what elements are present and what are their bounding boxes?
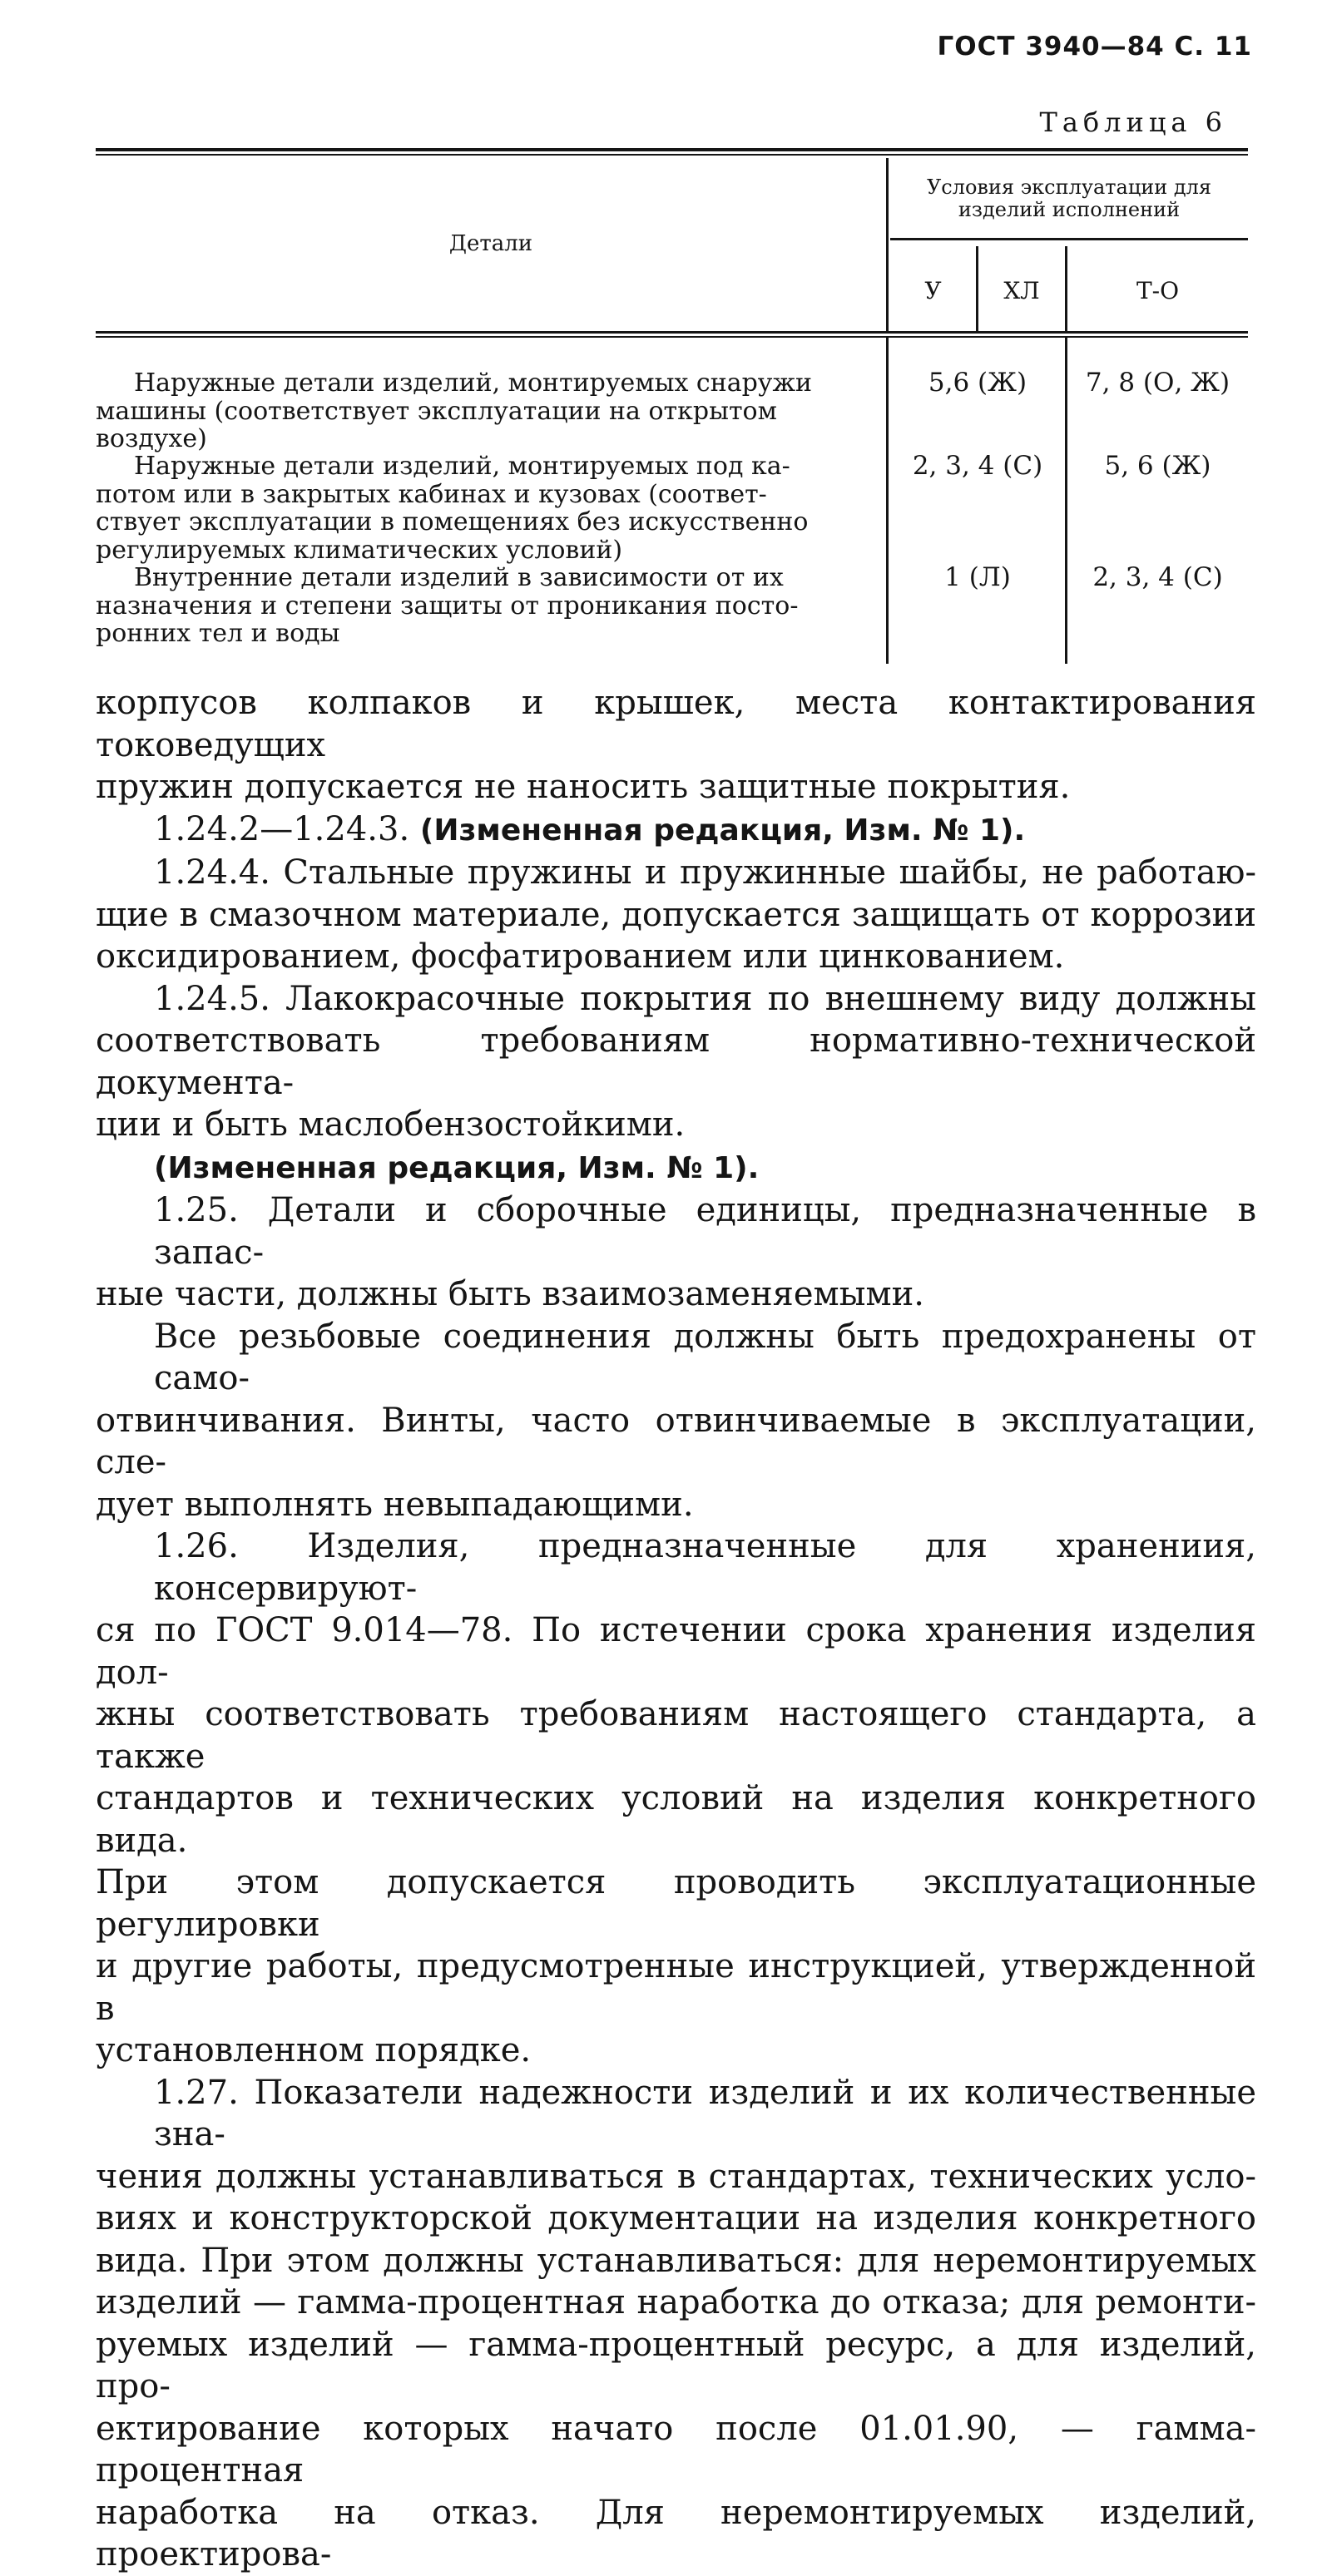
text-line: щие в смазочном материале, допускается защищать от коррозии — [96, 895, 1256, 934]
text-line: жны соответствовать требованиям настоящего стандарта, а также — [96, 1695, 1256, 1776]
table-caption: Таблица 6 — [1039, 106, 1227, 138]
row-3-line: Внутренние детали изделий в зависимости от их — [134, 563, 784, 592]
col-hl-header: ХЛ — [1003, 277, 1040, 304]
paragraph-1-25 — [96, 1189, 1256, 1316]
page-header: ГОСТ 3940—84 С. 11 — [937, 32, 1252, 62]
text-line: корпусов колпаков и крышек, места контактирования токоведущих — [96, 684, 1256, 764]
row-2-to: 5, 6 (Ж) — [1104, 451, 1211, 481]
row-2-line: ствует эксплуатации в помещениях без искусственно — [96, 507, 809, 536]
paragraph-continuation — [96, 682, 1256, 808]
text-line: При этом допускается проводить эксплуатационные регулировки — [96, 1863, 1256, 1944]
col-conditions-line2: изделий исполнений — [958, 198, 1181, 221]
text-line: руемых изделий — гамма-процентный ресурс, а для изделий, про- — [96, 2325, 1256, 2405]
clause-number: 1.24.2—1.24.3. — [154, 809, 420, 848]
row-1-line: воздухе) — [96, 424, 207, 453]
col-conditions-line1: Условия эксплуатации для — [926, 176, 1212, 199]
text-line: наработка на отказ. Для неремонтируемых изделий, проектирова- — [96, 2493, 1256, 2574]
table-top-rule-thin — [96, 154, 1248, 156]
text-line: изделий — гамма-процентная наработка до отказа; для ремонти- — [96, 2283, 1256, 2321]
paragraph-1-24-2 — [96, 808, 1256, 853]
text-line: ные части, должны быть взаимозаменяемыми. — [96, 1275, 924, 1313]
paragraph-1-27 — [96, 2072, 1256, 2576]
text-line: 1.27. Показатели надежности изделий и их количественные зна- — [154, 2073, 1256, 2153]
row-2-line: регулируемых климатических условий) — [96, 535, 623, 565]
table-col-divider — [886, 158, 889, 331]
text-line: 1.24.5. Лакокрасочные покрытия по внешнему виду должны — [154, 979, 1256, 1018]
conditions-subrule — [890, 238, 1248, 240]
table-row-2-text — [96, 452, 844, 564]
paragraph-amendment — [96, 1146, 1256, 1190]
row-1-u-hl: 5,6 (Ж) — [928, 368, 1027, 398]
text-line: соответствовать требованиям нормативно-технической документа- — [96, 1021, 1256, 1102]
row-2-u-hl: 2, 3, 4 (С) — [912, 451, 1043, 481]
text-line: дует выполнять невыпадающими. — [96, 1485, 694, 1524]
text-line: стандартов и технических условий на изделия конкретного вида. — [96, 1779, 1256, 1860]
col-u-header: У — [924, 277, 942, 304]
body-col-divider — [886, 338, 889, 664]
text-line: пружин допускается не наносить защитные покрытия. — [96, 768, 1071, 806]
text-line: ся по ГОСТ 9.014—78. По истечении срока хранения изделия дол- — [96, 1611, 1256, 1692]
col-to-header: Т-О — [1136, 277, 1180, 304]
text-line: отвинчивания. Винты, часто отвинчиваемые в эксплуатации, сле- — [96, 1401, 1256, 1481]
table-row-3-text — [96, 564, 844, 648]
row-3-line: ронних тел и воды — [96, 619, 340, 648]
text-line: установленном порядке. — [96, 2031, 532, 2069]
text-line: виях и конструкторской документации на изделия конкретного — [96, 2199, 1256, 2237]
amendment-note: (Измененная редакция, Изм. № 1). — [154, 1150, 760, 1185]
amendment-note: (Измененная редакция, Изм. № 1). — [419, 813, 1026, 848]
text-line: 1.25. Детали и сборочные единицы, предназначенные в запас- — [154, 1191, 1256, 1272]
header-bottom-rule-thin — [96, 336, 1248, 338]
text-line: чения должны устанавливаться в стандартах, технических усло- — [96, 2157, 1256, 2196]
text-line: вида. При этом должны устанавливаться: для неремонтируемых — [96, 2241, 1256, 2280]
paragraph-1-26 — [96, 1525, 1256, 2072]
paragraph-1-24-4 — [96, 852, 1256, 978]
header-bottom-rule — [96, 331, 1248, 334]
body-text — [96, 682, 1256, 2576]
paragraph-1-24-5 — [96, 978, 1256, 1146]
row-3-to: 2, 3, 4 (С) — [1092, 562, 1223, 592]
table-row-1-text — [96, 369, 844, 453]
text-line: ции и быть маслобензостойкими. — [96, 1105, 686, 1144]
text-line: и другие работы, предусмотренные инструкцией, утвержденной в — [96, 1947, 1256, 2028]
text-line: оксидированием, фосфатированием или цинкованием. — [96, 937, 1065, 976]
row-1-line: машины (соответствует эксплуатации на открытом — [96, 396, 777, 426]
text-line: 1.24.4. Стальные пружины и пружинные шайбы, не работаю- — [154, 853, 1256, 892]
text-line: 1.26. Изделия, предназначенные для хранениия, консервируют- — [154, 1527, 1256, 1608]
row-3-u-hl: 1 (Л) — [944, 562, 1011, 592]
row-1-line: Наружные детали изделий, монтируемых снаружи — [134, 368, 813, 398]
col-details-header: Детали — [448, 231, 533, 256]
row-2-line: потом или в закрытых кабинах и кузовах (соответ- — [96, 479, 767, 509]
text-line: ектирование которых начато после 01.01.90, — гамма-процентная — [96, 2409, 1256, 2489]
paragraph-threaded — [96, 1316, 1256, 1526]
table-top-rule — [96, 148, 1248, 151]
row-1-to: 7, 8 (О, Ж) — [1085, 368, 1230, 398]
col-conditions-header — [890, 176, 1248, 221]
row-2-line: Наружные детали изделий, монтируемых под ка- — [134, 452, 790, 481]
table-6 — [96, 148, 1248, 665]
text-line: Все резьбовые соединения должны быть предохранены от само- — [154, 1317, 1256, 1397]
row-3-line: назначения и степени защиты от проникания посто- — [96, 591, 799, 621]
